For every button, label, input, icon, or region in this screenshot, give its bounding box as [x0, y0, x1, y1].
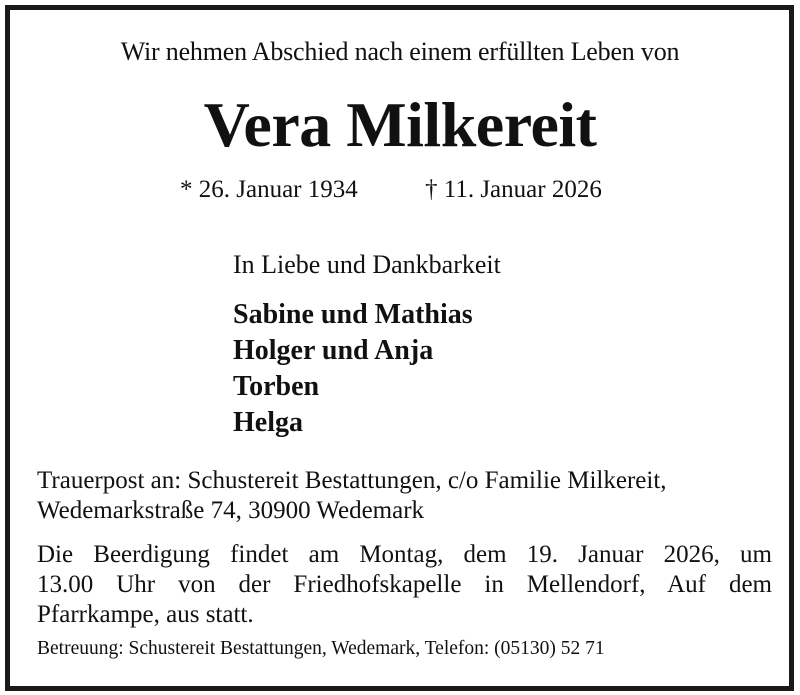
deceased-name: Vera Milkereit — [203, 89, 597, 160]
mourner-name: Holger und Anja — [233, 335, 434, 366]
intro-text: Wir nehmen Abschied nach einem erfüllten Leben von — [120, 37, 680, 66]
mourner-name: Torben — [233, 371, 320, 402]
mourner-name: Sabine und Mathias — [233, 299, 473, 330]
funeral-details-line: 13.00 Uhr von der Friedhofskapelle in Mellendorf, Auf dem — [37, 571, 772, 598]
funeral-details-line: Die Beerdigung findet am Montag, dem 19. Januar 2026, um — [37, 541, 772, 568]
mourners-list — [233, 297, 473, 441]
mourner-name: Helga — [233, 407, 303, 438]
funeral-home-contact: Betreuung: Schustereit Bestattungen, Wedemark, Telefon: (05130) 52 71 — [37, 638, 605, 659]
condolence-address-line: Wedemarkstraße 74, 30900 Wedemark — [37, 497, 425, 524]
condolence-address-line: Trauerpost an: Schustereit Bestattungen, c/o Familie Milkereit, — [37, 467, 667, 494]
funeral-details-line: Pfarrkampe, aus statt. — [37, 601, 254, 628]
birth-date: * 26. Januar 1934 — [180, 176, 358, 203]
death-date: † 11. Januar 2026 — [425, 176, 602, 203]
funeral-details — [37, 540, 772, 630]
thanks-line: In Liebe und Dankbarkeit — [233, 250, 501, 279]
condolence-address — [37, 466, 772, 526]
